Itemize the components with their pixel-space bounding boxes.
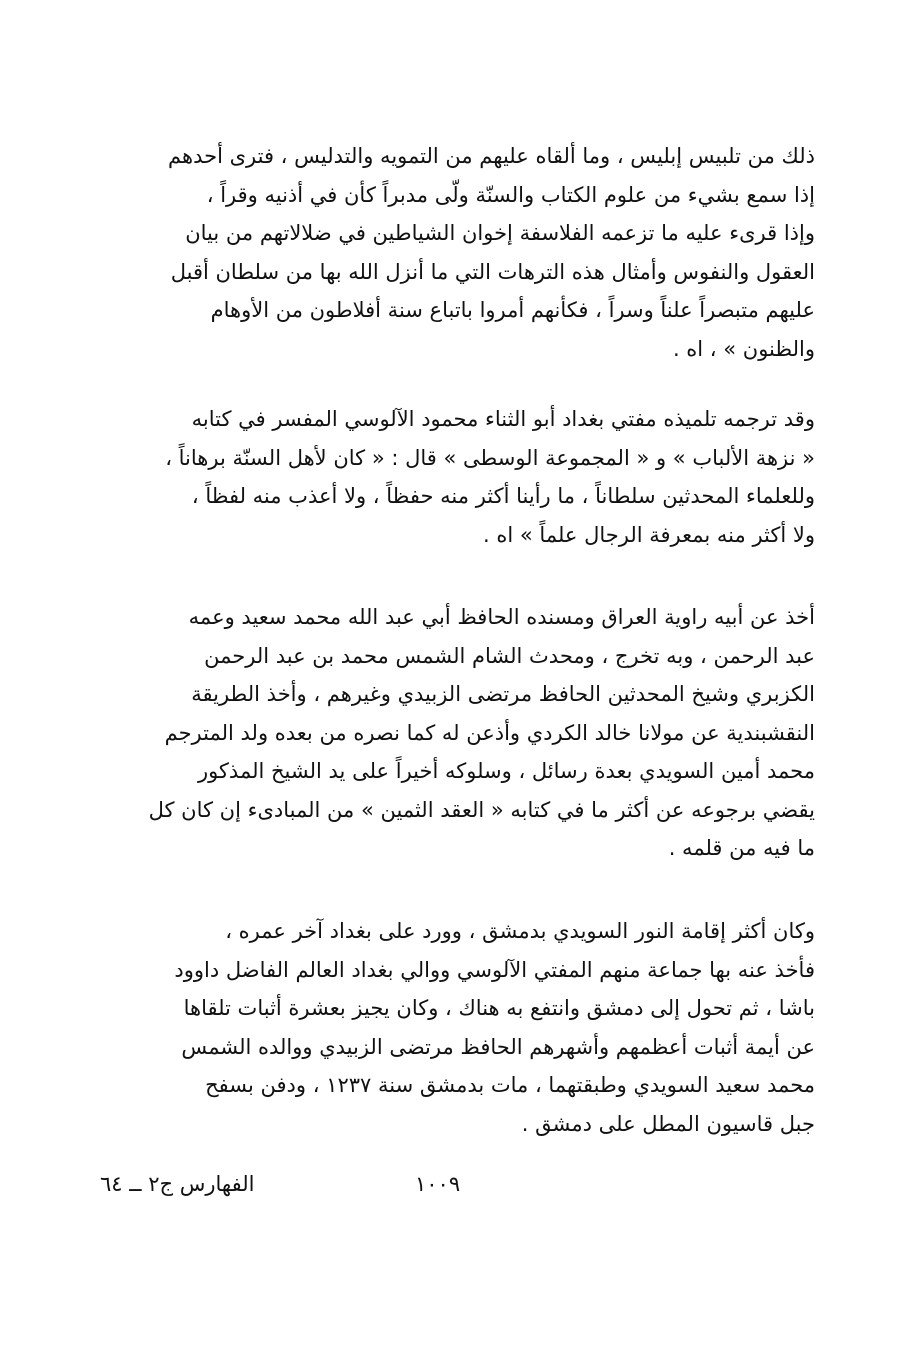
paragraph-3	[105, 598, 815, 868]
text-line: عليهم متبصراً علناً وسراً ، فكأنهم أمروا باتباع سنة أفلاطون من الأوهام	[210, 298, 815, 322]
text-line: وكان أكثر إقامة النور السويدي بدمشق ، وورد على بغداد آخر عمره ،	[225, 919, 815, 943]
text-line: باشا ، ثم تحول إلى دمشق وانتفع به هناك ، وكان يجيز بعشرة أثبات تلقاها	[183, 996, 815, 1020]
text-line: وللعلماء المحدثين سلطاناً ، ما رأينا أكثر منه حفظاً ، ولا أعذب منه لفظاً ،	[191, 484, 815, 508]
text-line: محمد أمين السويدي بعدة رسائل ، وسلوكه أخيراً على يد الشيخ المذكور	[197, 759, 815, 783]
text-line: فأخذ عنه بها جماعة منهم المفتي الآلوسي ووالي بغداد العالم الفاضل داوود	[174, 957, 815, 982]
text-line: وإذا قرىء عليه ما تزعمه الفلاسفة إخوان الشياطين في ضلالاتهم من بيان	[185, 221, 815, 245]
paragraph-1	[105, 137, 815, 368]
text-line: الكزبري وشيخ المحدثين الحافظ مرتضى الزبيدي وغيرهم ، وأخذ الطريقة	[191, 682, 815, 706]
text-line: ولا أكثر منه بمعرفة الرجال علماً » اه .	[483, 522, 815, 547]
text-line: والظنون » ، اه .	[672, 336, 815, 361]
text-line: وقد ترجمه تلميذه مفتي بغداد أبو الثناء محمود الآلوسي المفسر في كتابه	[191, 407, 815, 431]
text-line: جبل قاسيون المطل على دمشق .	[521, 1111, 815, 1136]
text-line: ما فيه من قلمه .	[668, 836, 815, 860]
text-line: عن أيمة أثبات أعظمهم وأشهرهم الحافظ مرتضى الزبيدي ووالده الشمس	[181, 1034, 815, 1059]
text-line: يقضي برجوعه عن أكثر ما في كتابه « العقد الثمين » من المبادىء إن كان كل	[148, 797, 815, 822]
text-line: النقشبندية عن مولانا خالد الكردي وأذعن له كما نصره من بعده ولد المترجم	[164, 720, 815, 745]
paragraph-4	[105, 912, 815, 1143]
page-footer	[100, 1172, 820, 1212]
text-line: محمد سعيد السويدي وطبقتهما ، مات بدمشق سنة ١٢٣٧ ، ودفن بسفح	[205, 1073, 815, 1097]
text-line: أخذ عن أبيه راوية العراق ومسنده الحافظ أبي عبد الله محمد سعيد وعمه	[188, 605, 815, 629]
text-line: عبد الرحمن ، وبه تخرج ، ومحدث الشام الشمس محمد بن عبد الرحمن	[204, 643, 815, 668]
text-line: العقول والنفوس وأمثال هذه الترهات التي ما أنزل الله بها من سلطان أقبل	[170, 259, 815, 284]
text-line: ذلك من تلبيس إبليس ، وما ألقاه عليهم من التمويه والتدليس ، فترى أحدهم	[168, 144, 815, 168]
page-number: ١٠٠٩	[415, 1172, 461, 1196]
signature-marker: الفهارس ج٢ ــ ٦٤	[100, 1172, 255, 1196]
text-line: « نزهة الألباب » و « المجموعة الوسطى » قال : « كان لأهل السنّة برهاناً ،	[165, 445, 815, 470]
paragraph-2	[105, 400, 815, 554]
text-line: إذا سمع بشيء من علوم الكتاب والسنّة ولّى مدبراً كأن في أذنيه وقراً ،	[206, 182, 815, 207]
